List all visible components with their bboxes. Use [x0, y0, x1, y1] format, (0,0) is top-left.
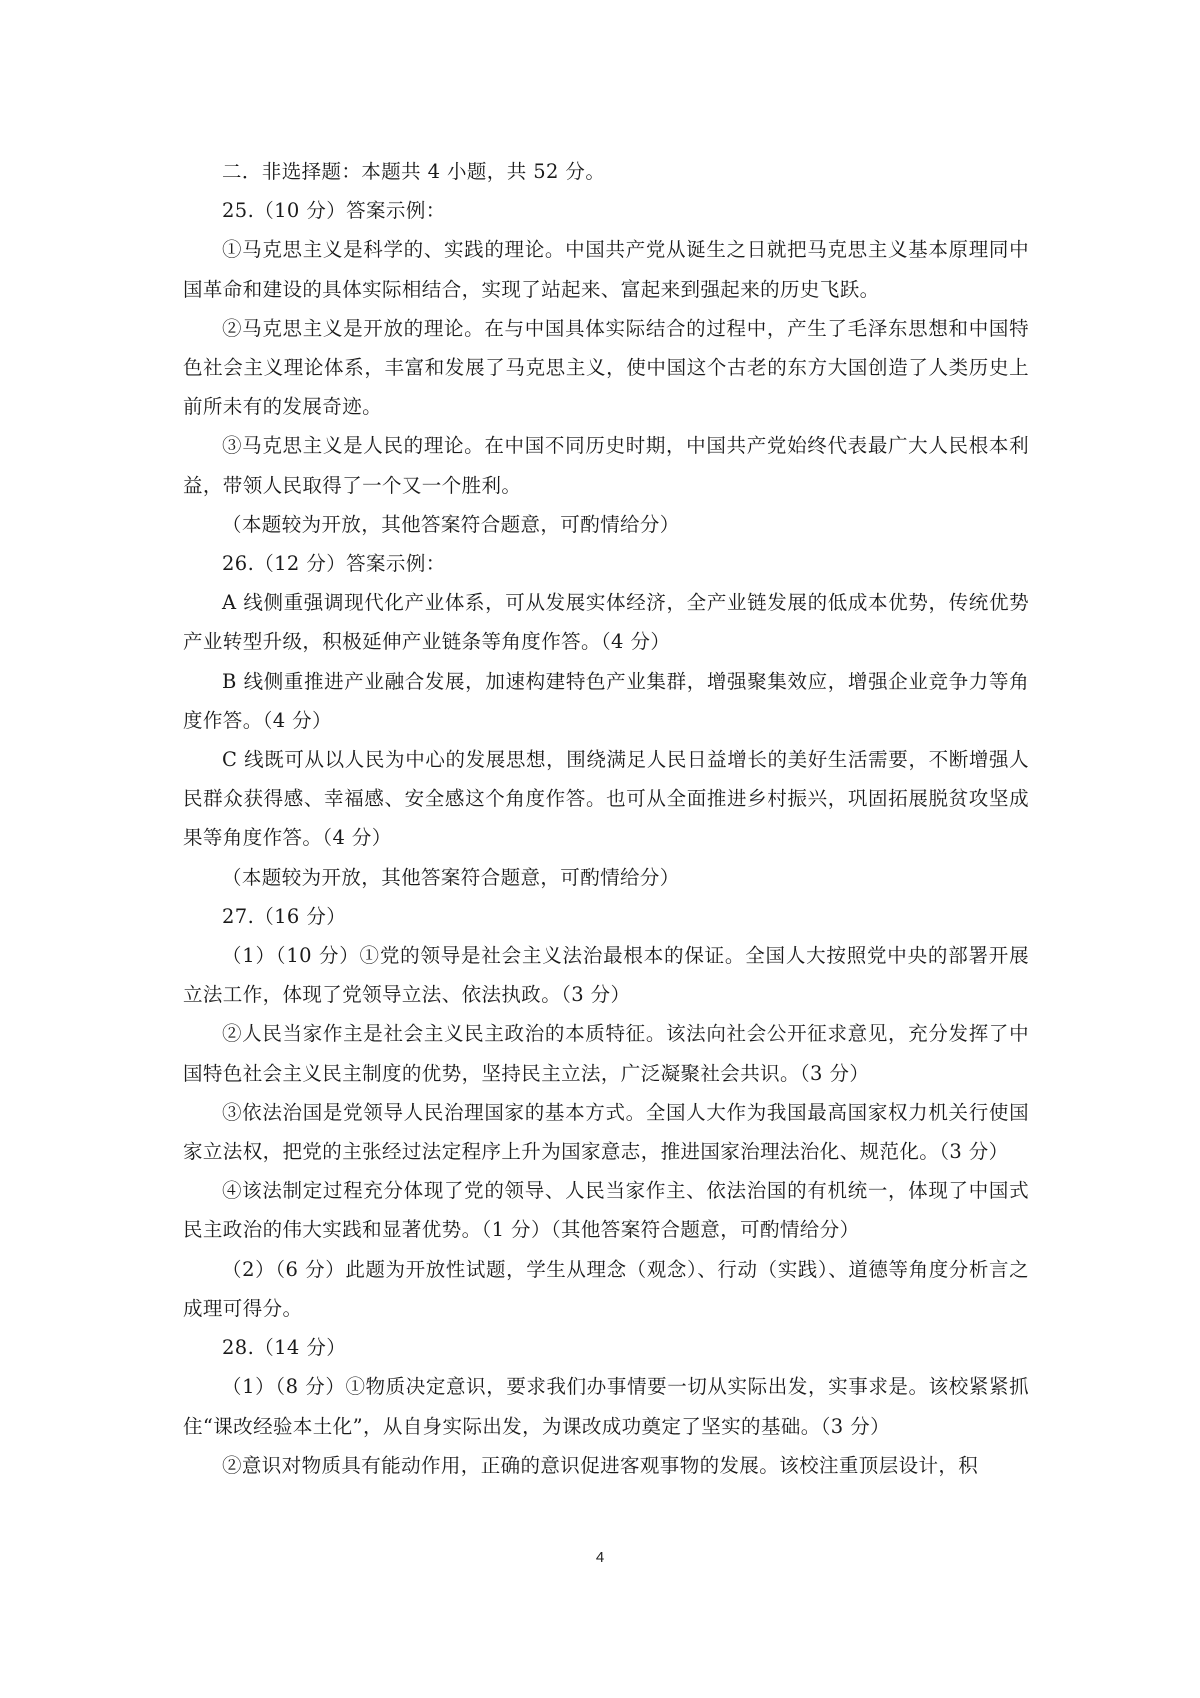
- section-heading: 二．非选择题：本题共 4 小题，共 52 分。: [222, 160, 606, 183]
- q27-part-2: （2）（6 分）此题为开放性试题，学生从理念（观念）、行动（实践）、道德等角度分析言之成理可得分。: [183, 1257, 1029, 1320]
- q26-line-b: B 线侧重推进产业融合发展，加速构建特色产业集群，增强聚集效应，增强企业竞争力等角度作答。（4 分）: [183, 669, 1029, 732]
- q26-note: （本题较为开放，其他答案符合题意，可酌情给分）: [222, 865, 680, 889]
- page-number: 4: [595, 1549, 605, 1566]
- question-26-heading: 26.（12 分）答案示例：: [222, 552, 446, 576]
- q28-part-1-point-2: ②意识对物质具有能动作用，正确的意识促进客观事物的发展。该校注重顶层设计，积: [222, 1453, 979, 1477]
- answer-key-body: [183, 152, 1029, 1485]
- q27-part-1-point-4: ④该法制定过程充分体现了党的领导、人民当家作主、依法治国的有机统一，体现了中国式民主政治的伟大实践和显著优势。（1 分）（其他答案符合题意，可酌情给分）: [183, 1179, 1029, 1242]
- q27-part-1-point-2: ②人民当家作主是社会主义民主政治的本质特征。该法向社会公开征求意见，充分发挥了中国特色社会主义民主制度的优势，坚持民主立法，广泛凝聚社会共识。（3 分）: [183, 1022, 1029, 1085]
- q28-part-1-point-1: （1）（8 分）①物质决定意识，要求我们办事情要一切从实际出发，实事求是。该校紧紧抓住“课改经验本土化”，从自身实际出发，为课改成功奠定了坚实的基础。（3 分）: [183, 1375, 1029, 1438]
- q26-line-c: C 线既可从以人民为中心的发展思想，围绕满足人民日益增长的美好生活需要，不断增强人民群众获得感、幸福感、安全感这个角度作答。也可从全面推进乡村振兴，巩固拓展脱贫攻坚成果等角度作答。（4 分）: [183, 748, 1029, 850]
- q25-point-1: ①马克思主义是科学的、实践的理论。中国共产党从诞生之日就把马克思主义基本原理同中国革命和建设的具体实际相结合，实现了站起来、富起来到强起来的历史飞跃。: [183, 238, 1029, 301]
- question-25-heading: 25.（10 分）答案示例：: [222, 199, 446, 223]
- q26-line-a: A 线侧重强调现代化产业体系，可从发展实体经济，全产业链发展的低成本优势，传统优势产业转型升级，积极延伸产业链条等角度作答。（4 分）: [183, 591, 1029, 654]
- q25-point-2: ②马克思主义是开放的理论。在与中国具体实际结合的过程中，产生了毛泽东思想和中国特色社会主义理论体系，丰富和发展了马克思主义，使中国这个古老的东方大国创造了人类历史上前所未有的发展奇迹。: [183, 316, 1029, 419]
- q25-note: （本题较为开放，其他答案符合题意，可酌情给分）: [222, 512, 680, 536]
- q27-part-1-point-3: ③依法治国是党领导人民治理国家的基本方式。全国人大作为我国最高国家权力机关行使国家立法权，把党的主张经过法定程序上升为国家意志，推进国家治理法治化、规范化。（3 分）: [183, 1100, 1029, 1164]
- q25-point-3: ③马克思主义是人民的理论。在中国不同历史时期，中国共产党始终代表最广大人民根本利益，带领人民取得了一个又一个胜利。: [183, 434, 1029, 497]
- q27-part-1-point-1: （1）（10 分）①党的领导是社会主义法治最根本的保证。全国人大按照党中央的部署开展立法工作，体现了党领导立法、依法执政。（3 分）: [183, 944, 1029, 1007]
- question-28-heading: 28.（14 分）: [222, 1336, 347, 1360]
- question-27-heading: 27.（16 分）: [222, 904, 347, 928]
